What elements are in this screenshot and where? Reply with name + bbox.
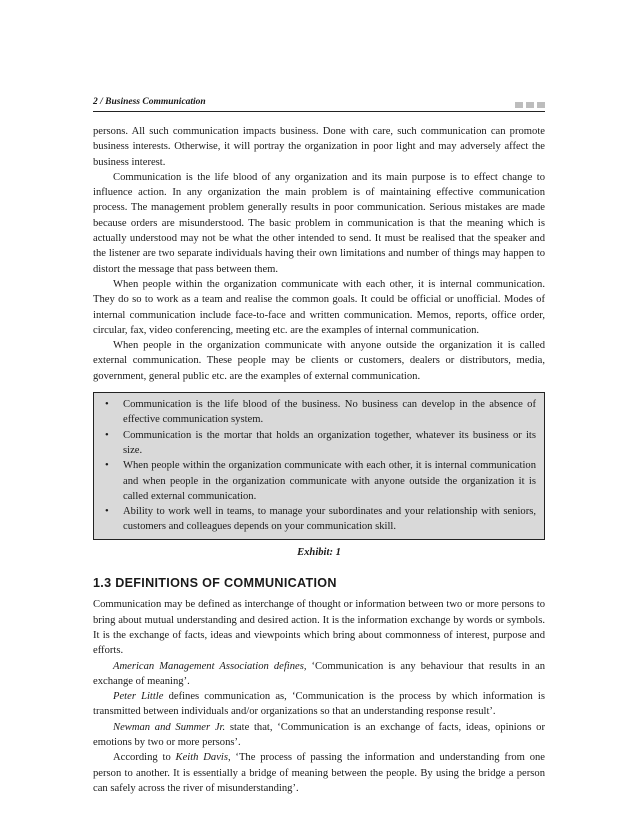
- bullet-icon: •: [105, 460, 109, 472]
- bullet-icon: •: [105, 429, 109, 441]
- definition-source: Keith Davis: [175, 752, 228, 764]
- definition-source: American Management Association defines,: [113, 660, 307, 672]
- definition-text: state that, ‘Communication is an exchange of facts, ideas, opinions or emotions by two or more persons’.: [93, 721, 546, 748]
- paragraph: Communication is the life blood of any organization and its main purpose is to effect change to influence action. In any organization the main problem is of maintaining effective communication process. The management problem generally results in poor communication. Serious mistakes are made because orders are misunderstood. The basic problem in communication is that the meaning which is actually understood may not be what the other intended to send. It must be realised that the speaker and the listener are two separate individuals having their own limitations and number of things may happen to distort the message that pass between them.: [93, 171, 545, 275]
- exhibit-box: [93, 392, 545, 540]
- exhibit-item-text: When people within the organization communicate with each other, it is internal communication and when people in the organization communicate with anyone outside the organization it is called external communication.: [123, 460, 536, 502]
- exhibit-item: [100, 428, 536, 459]
- exhibit-item: [100, 397, 536, 428]
- definition-prefix: According to: [113, 752, 176, 764]
- section-heading: 1.3 DEFINITIONS OF COMMUNICATION: [93, 576, 337, 591]
- paragraph: When people in the organization communicate with anyone outside the organization it is called external communication. These people may be clients or customers, dealers or distributors, media, government, general public etc. are the examples of external communication.: [93, 340, 545, 382]
- exhibit-item-text: Communication is the life blood of the business. No business can develop in the absence of effective communication system.: [123, 399, 536, 426]
- decor-square: [515, 102, 523, 108]
- definition-source: Peter Little: [113, 691, 164, 703]
- exhibit-item: [100, 458, 536, 504]
- definition-text: defines communication as, ‘Communication is the process by which information is transmitted between individuals and/or organizations so that an understanding response result’.: [93, 691, 546, 718]
- page-number: 2: [93, 96, 98, 107]
- paragraph: When people within the organization communicate with each other, it is internal communication. They do so to work as a team and realise the common goals. It could be official or unofficial. Modes of internal communication include face-to-face and written communication. Memos, reports, office order, circular, fax, video conferencing, meeting etc. are the examples of internal communication.: [93, 278, 545, 336]
- running-header: [93, 96, 545, 112]
- definition-text: , ‘The process of passing the information and understanding from one person to another. It is essentially a bridge of meaning between the people. By using the bridge a person can safely across the river of misunderstanding’.: [93, 752, 545, 794]
- exhibit-list: [100, 397, 536, 535]
- decor-square: [537, 102, 545, 108]
- definition-text: ‘Communication is any behaviour that results in an exchange of meaning’.: [93, 660, 546, 687]
- paragraph: Communication may be defined as interchange of thought or information between two or more persons to bring about mutual understanding and desired action. It is the information exchange by words or symbols. It is the exchange of facts, ideas and viewpoints which bring about commonness of interest, purpose and efforts.: [93, 599, 545, 657]
- definition-paragraph: [93, 659, 545, 690]
- definition-paragraph: [93, 750, 545, 796]
- paragraph: persons. All such communication impacts business. Done with care, such communication can promote business interests. Otherwise, it will portray the organization in poor light and may adversely affect the business interest.: [93, 126, 545, 168]
- exhibit-item-text: Ability to work well in teams, to manage your subordinates and your relationship with seniors, customers and colleagues depends on your communication skill.: [123, 506, 536, 533]
- exhibit-item: [100, 504, 536, 535]
- exhibit-caption: Exhibit: 1: [297, 546, 341, 558]
- bullet-icon: •: [105, 506, 109, 518]
- bullet-icon: •: [105, 399, 109, 411]
- decor-square: [526, 102, 534, 108]
- header-separator: /: [100, 96, 103, 107]
- definition-paragraph: [93, 689, 545, 720]
- book-page: [93, 96, 545, 796]
- definition-paragraph: [93, 720, 545, 751]
- definition-source: Newman and Summer Jr.: [113, 721, 226, 733]
- book-title: Business Communication: [105, 96, 206, 107]
- header-decoration: [515, 102, 545, 108]
- exhibit-item-text: Communication is the mortar that holds an organization together, whatever its business or its size.: [123, 429, 536, 456]
